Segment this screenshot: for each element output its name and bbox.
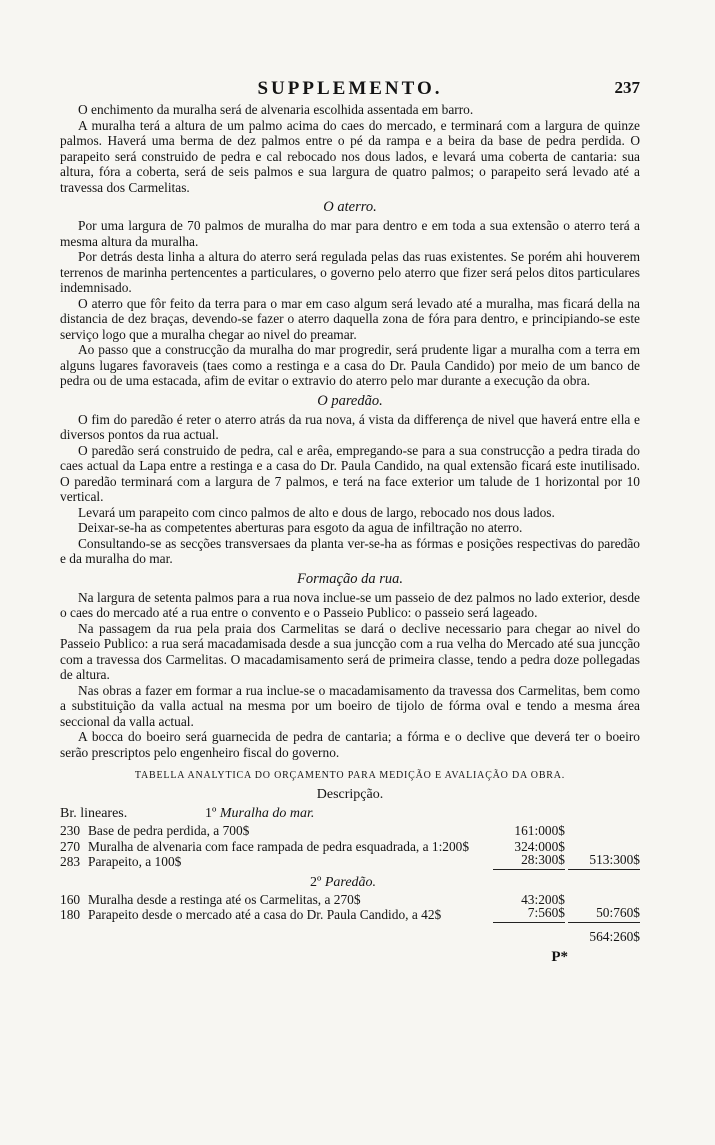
paragraph: Na largura de setenta palmos para a rua nova inclue-se um passeio de dez palmos no lado exterior, desde o caes do mercado até a rua entre o convento e o Passeio Publico: o passeio será lageado. [60, 589, 640, 620]
row-quantity: 160 [60, 891, 81, 907]
document-page [60, 78, 640, 965]
running-head: SUPPLEMENTO. [257, 78, 443, 99]
paragraph: Ao passo que a construcção da muralha do mar progredir, será prudente ligar a muralha com a terra em alguns lugares favoraveis (taes como a restinga e a casa do Dr. Paula Candido) por meio de um banco de pedra ou de uma estacada, afim de evitar o extravio do aterro pelo mar durante a execução da obra. [60, 342, 640, 388]
row-description: Parapeito, a 100$ [88, 854, 182, 869]
page-header [60, 78, 640, 102]
section-name: Muralha do mar. [219, 806, 315, 821]
row-quantity: 283 [60, 854, 81, 869]
section-row [60, 874, 640, 892]
grand-total: 564:260$ [589, 928, 640, 944]
paragraph: A bocca do boeiro será guarnecida de pedra de cantaria; a fórma e o declive que deverá ter o boeiro serão prescriptos pelo engenheiro fiscal do governo. [60, 729, 640, 760]
row-description: Muralha desde a restinga até os Carmelitas, a 270$ [88, 891, 361, 907]
paragraph: Deixar-se-ha as competentes aberturas para esgoto da agua de infiltração no aterro. [78, 520, 523, 535]
paragraph: Nas obras a fazer em formar a rua inclue-se o macadamisamento da travessa dos Carmelitas, bem como a substituição da valla actual na mesma por um boeiro de tijolo de fórma oval e tendo a mesma área seccional da valla actual. [60, 682, 640, 729]
row-amount: 43:200$ [521, 891, 565, 907]
paragraph: O fim do paredão é reter o aterro atrás da rua nova, á vista da differença de nivel que haverá entre ella e diversos pontos da rua actual. [60, 411, 640, 442]
section-number: 2º [310, 874, 322, 890]
paragraph: Consultando-se as secções transversaes da planta ver-se-ha as fórmas e posições respectivas do paredão e da muralha do mar. [60, 535, 640, 566]
row-description: Base de pedra perdida, a 700$ [88, 823, 250, 838]
section-name: Paredão. [324, 874, 377, 890]
paragraph: O enchimento da muralha será de alvenaria escolhida assentada em barro. [78, 102, 474, 117]
section-heading-paredao: O paredão. [317, 392, 383, 409]
paragraph: Na passagem da rua pela praia dos Carmelitas se dará o declive necessario para chegar ao nivel do Passeio Publico: a rua será macadamisada desde a sua juncção com a rua velha do Mercado até sua juncção com a travessa dos Carmelitas. O macadamisamento será de primeira classe, tendo a pedra doze pollegadas de altura. [60, 620, 640, 682]
row-subtotal: 50:760$ [568, 905, 640, 923]
paragraph: O aterro que fôr feito da terra para o mar em caso algum será levado até a muralha, mas ficará della na distancia de dez braças, devendo-se fazer o aterro daquella zona de fóra para dentro, e principiando-se este serviço logo que a muralha chegar ao nivel do preamar. [60, 295, 640, 342]
row-description: Parapeito desde o mercado até a casa do Dr. Paula Candido, a 42$ [88, 907, 442, 922]
row-subtotal: 513:300$ [568, 852, 640, 870]
table-row [60, 854, 640, 870]
row-amount: 324:000$ [514, 838, 565, 854]
paragraph: O paredão será construido de pedra, cal e arêa, empregando-se para a sua construcção a pedra tirada do caes actual da Lapa entre a restinga e a casa do Dr. Paula Candido, na qual extensão ficará este inutilisado. O paredão terminará com a largura de 7 palmos, e terá na face exterior um talude de 1 horizontal por 10 vertical. [60, 442, 640, 504]
paragraph: A muralha terá a altura de um palmo acima do caes do mercado, e terminará com a largura de quinze palmos. Haverá uma berma de dez palmos entre o pé da rampa e a beira da base de pedra perdida. O parapeito será construido de pedra e cal rebocado nos dous lados, e levará uma coberta de cantaria: sua altura, fóra a coberta, será de seis palmos e sua largura de quatro palmos; o parapeito será levado até a travessa dos Carmelitas. [60, 117, 640, 195]
page-number: 237 [614, 78, 640, 97]
unit-label: Br. lineares. [60, 806, 128, 821]
table-row [60, 823, 640, 839]
section-heading-rua: Formação da rua. [297, 570, 403, 587]
table-row [60, 907, 640, 923]
section-heading-aterro: O aterro. [323, 199, 377, 215]
table-title: TABELLA ANALYTICA DO ORÇAMENTO PARA MEDIÇÃO E AVALIAÇÃO DA OBRA. [134, 770, 566, 781]
signature-row [60, 945, 640, 965]
row-amount: 7:560$ [493, 905, 565, 923]
table-section-title [205, 805, 314, 823]
row-amount: 28:300$ [493, 852, 565, 870]
unit-row [60, 805, 640, 823]
row-quantity: 180 [60, 907, 81, 922]
row-quantity: 230 [60, 823, 81, 838]
row-amount: 161:000$ [514, 823, 565, 838]
paragraph: Levará um parapeito com cinco palmos de alto e dous de largo, rebocado nos dous lados. [78, 504, 555, 520]
grand-total-row [60, 923, 640, 945]
paragraph: Por uma largura de 70 palmos de muralha do mar para dentro e em toda a sua extensão o aterro terá a mesma altura da muralha. [60, 218, 640, 249]
row-description: Muralha de alvenaria com face rampada de pedra esquadrada, a 1:200$ [88, 838, 470, 854]
table-section-title [310, 874, 376, 892]
signature-mark: P* [551, 948, 568, 965]
description-header: Descripção. [316, 787, 384, 802]
paragraph: Por detrás desta linha a altura do aterro será regulada pelas das ruas existentes. Se porém ahi houverem terrenos de marinha pertencentes a particulares, o governo pelo aterro que fizer será pelos ditos particulares indemnisado. [60, 249, 640, 295]
row-quantity: 270 [60, 838, 81, 854]
section-number: 1º [205, 806, 217, 821]
